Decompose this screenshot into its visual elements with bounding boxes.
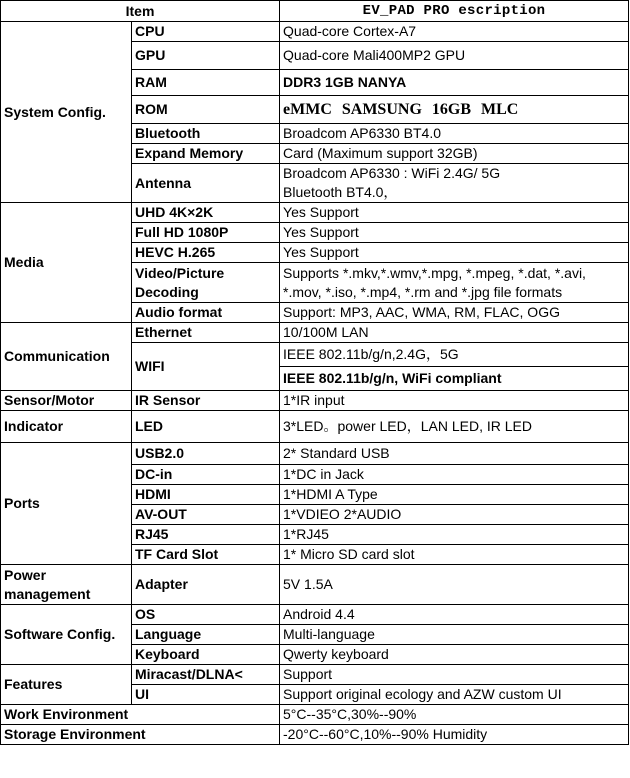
category-ports: Ports: [1, 443, 132, 565]
header-item: Item: [1, 1, 280, 22]
label-storage-environment: Storage Environment: [1, 725, 280, 745]
item-av-out: AV-OUT: [132, 505, 280, 525]
item-usb: USB2.0: [132, 443, 280, 465]
item-language: Language: [132, 625, 280, 645]
item-audio-format: Audio format: [132, 303, 280, 323]
table-row: [1, 605, 629, 625]
category-media: Media: [1, 203, 132, 323]
desc-usb: 2* Standard USB: [280, 443, 629, 465]
desc-uhd: Yes Support: [280, 203, 629, 223]
desc-wifi-line2: IEEE 802.11b/g/n, WiFi compliant: [283, 370, 502, 386]
desc-storage-environment: -20°C--60°C,10%--90% Humidity: [280, 725, 629, 745]
item-full-hd: Full HD 1080P: [132, 223, 280, 243]
table-row: [1, 22, 629, 42]
desc-expand-memory: Card (Maximum support 32GB): [280, 144, 629, 164]
table-row: [1, 391, 629, 411]
table-row: [1, 443, 629, 465]
desc-work-environment: 5°C--35°C,30%--90%: [280, 705, 629, 725]
desc-language: Multi-language: [280, 625, 629, 645]
item-bluetooth: Bluetooth: [132, 124, 280, 144]
desc-tf-card-slot: 1* Micro SD card slot: [280, 545, 629, 565]
desc-antenna: [280, 164, 629, 203]
category-system-config: System Config.: [1, 22, 132, 203]
item-video-picture-line2: Decoding: [135, 283, 199, 300]
label-work-environment: Work Environment: [1, 705, 280, 725]
table-row: [1, 323, 629, 343]
desc-wifi-line1: IEEE 802.11b/g/n,2.4G，5G: [280, 343, 628, 367]
desc-ethernet: 10/100M LAN: [280, 323, 629, 343]
desc-rj45: 1*RJ45: [280, 525, 629, 545]
category-power: [1, 565, 132, 605]
category-features: Features: [1, 665, 132, 705]
item-ram: RAM: [132, 70, 280, 96]
desc-video-picture-line1: Supports *.mkv,*.wmv,*.mpg, *.mpeg, *.dat, *.avi,: [283, 264, 586, 281]
header-row: [1, 1, 629, 22]
item-hdmi: HDMI: [132, 485, 280, 505]
desc-led: 3*LED。power LED，LAN LED, IR LED: [280, 411, 629, 443]
item-os: OS: [132, 605, 280, 625]
item-ethernet: Ethernet: [132, 323, 280, 343]
desc-video-picture-line2: *.mov, *.iso, *.mp4, *.rm and *.jpg file formats: [283, 283, 563, 300]
item-led: LED: [132, 411, 280, 443]
item-rj45: RJ45: [132, 525, 280, 545]
desc-ui: Support original ecology and AZW custom UI: [280, 685, 629, 705]
item-uhd: UHD 4K×2K: [132, 203, 280, 223]
table-row: [1, 565, 629, 605]
item-video-picture: [132, 263, 280, 303]
desc-rom: eMMC SAMSUNG 16GB MLC: [280, 96, 629, 124]
desc-audio-format: Support: MP3, AAC, WMA, RM, FLAC, OGG: [280, 303, 629, 323]
desc-keyboard: Qwerty keyboard: [280, 645, 629, 665]
table-row: [1, 203, 629, 223]
item-cpu: CPU: [132, 22, 280, 42]
desc-bluetooth: Broadcom AP6330 BT4.0: [280, 124, 629, 144]
desc-av-out: 1*VDIEO 2*AUDIO: [280, 505, 629, 525]
item-ui: UI: [132, 685, 280, 705]
item-tf-card-slot: TF Card Slot: [132, 545, 280, 565]
category-sensor-motor: Sensor/Motor: [1, 391, 132, 411]
item-antenna: Antenna: [132, 164, 280, 203]
table-row: [1, 725, 629, 745]
desc-full-hd: Yes Support: [280, 223, 629, 243]
item-wifi: WIFI: [132, 343, 280, 391]
item-keyboard: Keyboard: [132, 645, 280, 665]
item-expand-memory: Expand Memory: [132, 144, 280, 164]
item-dc-in: DC-in: [132, 465, 280, 485]
category-power-line1: Power: [4, 566, 47, 583]
desc-gpu: Quad-core Mali400MP2 GPU: [280, 42, 629, 70]
category-power-line2: management: [4, 585, 91, 602]
desc-hdmi: 1*HDMI A Type: [280, 485, 629, 505]
table-row: [1, 411, 629, 443]
category-software-config: Software Config.: [1, 605, 132, 665]
item-ir-sensor: IR Sensor: [132, 391, 280, 411]
table-row: [1, 665, 629, 685]
item-miracast: Miracast/DLNA<: [132, 665, 280, 685]
item-rom: ROM: [132, 96, 280, 124]
desc-miracast: Support: [280, 665, 629, 685]
item-video-picture-line1: Video/Picture: [135, 264, 225, 281]
desc-antenna-line2: Bluetooth BT4.0，: [283, 184, 398, 200]
desc-os: Android 4.4: [280, 605, 629, 625]
desc-wifi: [280, 343, 629, 391]
desc-video-picture: [280, 263, 629, 303]
desc-ram: DDR3 1GB NANYA: [280, 70, 629, 96]
header-description: EV_PAD PRO escription: [280, 1, 629, 22]
category-indicator: Indicator: [1, 411, 132, 443]
item-gpu: GPU: [132, 42, 280, 70]
item-hevc: HEVC H.265: [132, 243, 280, 263]
desc-dc-in: 1*DC in Jack: [280, 465, 629, 485]
desc-ir-sensor: 1*IR input: [280, 391, 629, 411]
desc-cpu: Quad-core Cortex-A7: [280, 22, 629, 42]
item-adapter: Adapter: [132, 565, 280, 605]
desc-antenna-line1: Broadcom AP6330 : WiFi 2.4G/ 5G: [283, 165, 501, 181]
table-row: [1, 705, 629, 725]
category-communication: Communication: [1, 323, 132, 391]
desc-adapter: 5V 1.5A: [280, 565, 629, 605]
desc-hevc: Yes Support: [280, 243, 629, 263]
